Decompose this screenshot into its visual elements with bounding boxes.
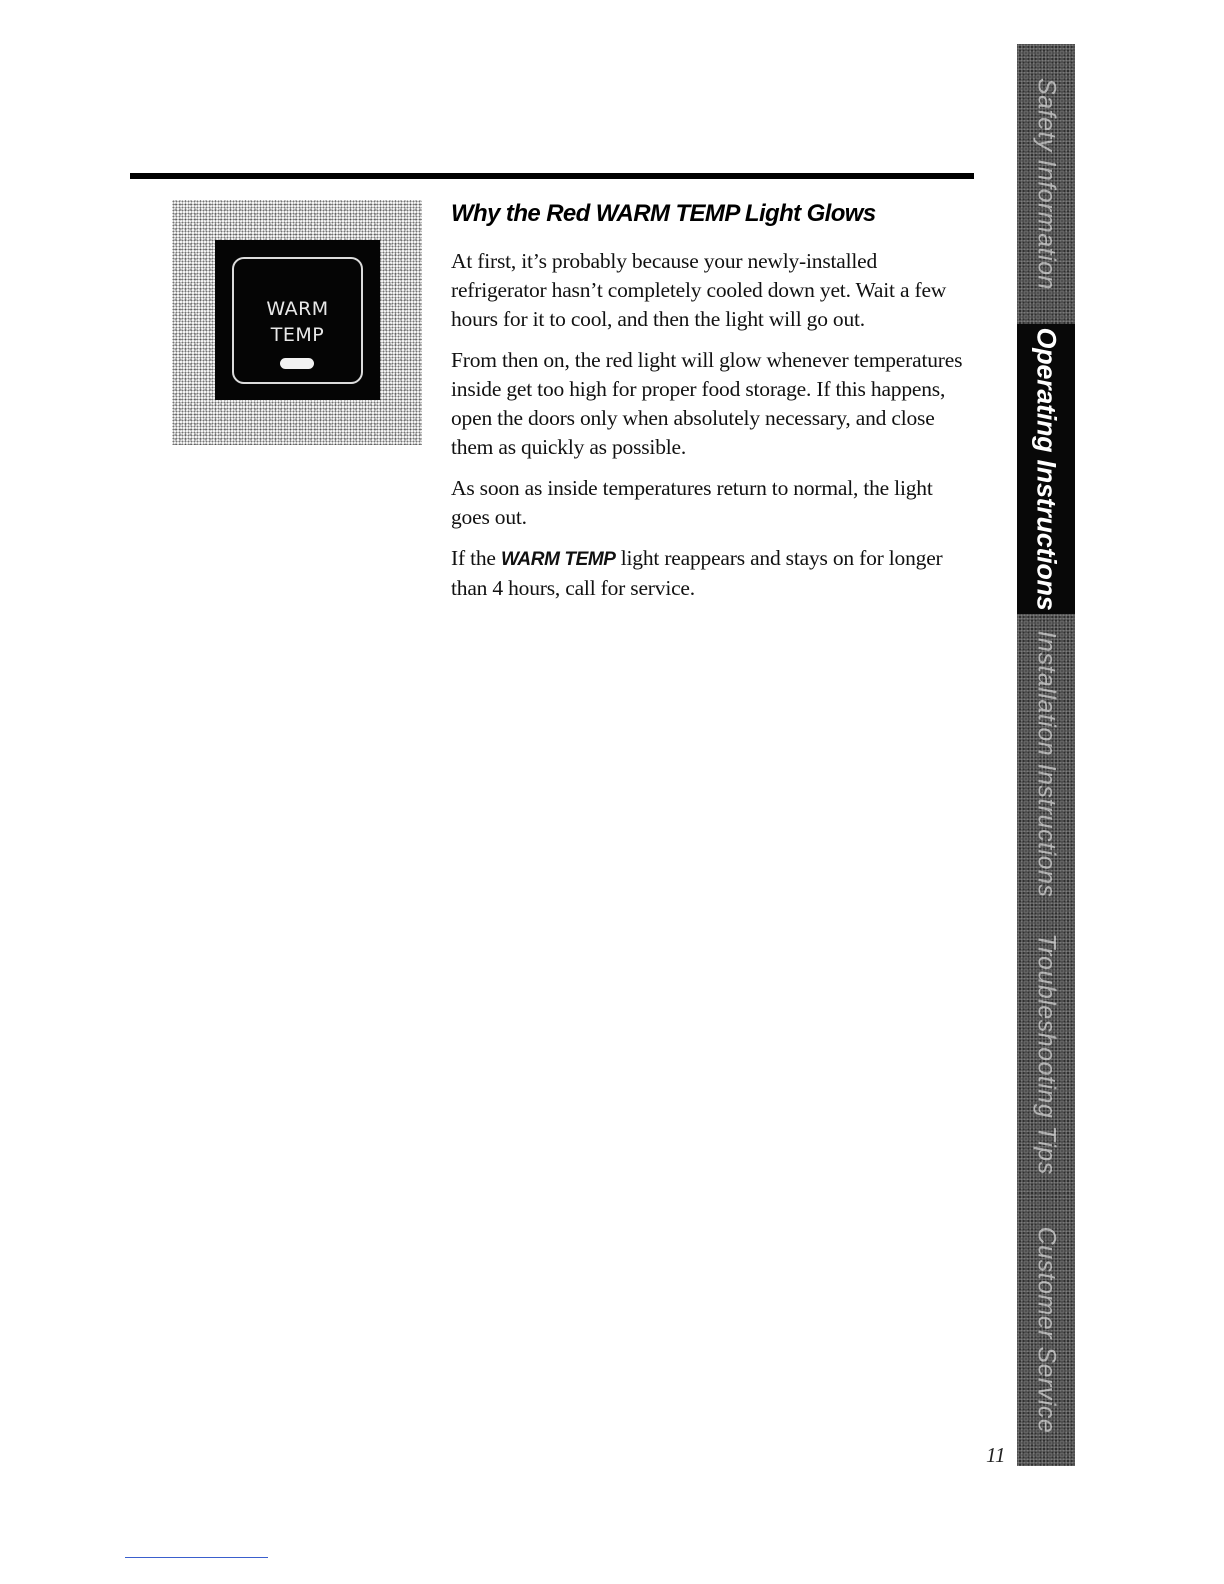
paragraph: As soon as inside temperatures return to normal, the light goes out. — [451, 476, 933, 529]
tab-customer-service[interactable] — [1017, 1194, 1075, 1466]
section-tabs — [1017, 44, 1075, 1466]
paragraph: At first, it’s probably because your newly-installed refrigerator hasn’t completely cooled down yet. Wait a few hours for it to cool, and then the light will go out. — [451, 249, 947, 331]
panel-label-warm: WARM — [266, 298, 329, 320]
paragraph-text-after: light reappears and stays on for longer than 4 hours, call for service. — [451, 546, 943, 600]
page-number: 11 — [986, 1443, 1006, 1467]
paragraph: From then on, the red light will glow whenever temperatures inside get too high for proper food storage. If this happens, open the doors only when absolutely necessary, and close them as quickly as possible. — [451, 348, 963, 459]
warm-temp-illustration — [172, 200, 422, 445]
top-rule — [130, 173, 974, 179]
tab-safety-information[interactable] — [1017, 44, 1075, 324]
paragraph-service — [451, 544, 971, 603]
section-heading: Why the Red WARM TEMP Light Glows — [451, 200, 876, 227]
warm-temp-emphasis: WARM TEMP — [500, 549, 616, 570]
tab-operating-instructions[interactable] — [1017, 324, 1075, 614]
tab-label: Safety Information — [1032, 78, 1061, 290]
warm-temp-panel — [215, 240, 380, 400]
tab-installation-instructions[interactable] — [1017, 614, 1075, 914]
tab-label: Installation Instructions — [1032, 630, 1061, 898]
paragraph-text-before: If the — [451, 546, 501, 570]
bottom-link-line — [125, 1557, 268, 1558]
panel-label-temp: TEMP — [270, 324, 325, 346]
tab-label: Troubleshooting Tips — [1032, 933, 1061, 1175]
indicator-light-icon — [280, 358, 314, 369]
section-body — [451, 247, 971, 615]
tab-label: Customer Service — [1032, 1226, 1061, 1434]
tab-troubleshooting-tips[interactable] — [1017, 914, 1075, 1194]
tab-label: Operating Instructions — [1031, 327, 1062, 611]
